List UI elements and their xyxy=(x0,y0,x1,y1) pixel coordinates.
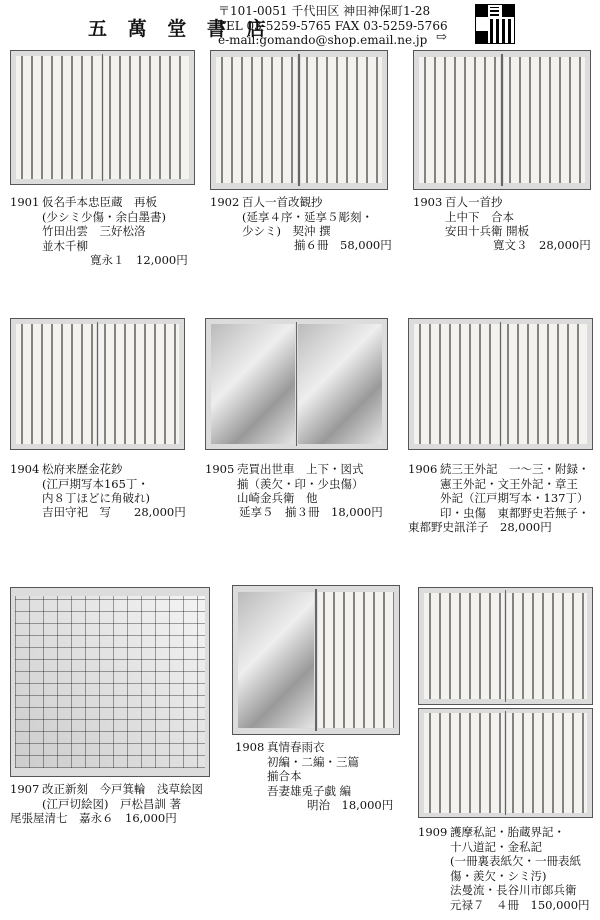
item-line: 真情春雨衣 xyxy=(267,740,325,754)
item-line: 続三王外記 一〜三・附録・ xyxy=(440,462,590,476)
book-page-left xyxy=(414,324,498,444)
contact-block xyxy=(218,4,448,48)
item-line: 松府来歴金花鈔 xyxy=(42,462,123,476)
item-line: (延享４序・延享５彫刻・ xyxy=(242,209,373,224)
book-spine xyxy=(298,54,300,187)
book-page-left xyxy=(16,56,100,178)
item-line: (江戸切絵図) 戸松昌訓 著 xyxy=(42,796,182,811)
book-page-left xyxy=(16,324,96,444)
item-photo-1909-top xyxy=(418,587,593,705)
item-line: 竹田出雲 三好松洛 xyxy=(42,224,146,238)
book-page-right xyxy=(502,324,586,444)
item-number: 1907 xyxy=(10,782,40,796)
item-price: 吉田守祀 写 28,000円 xyxy=(42,505,186,519)
item-caption-1903 xyxy=(413,195,593,260)
item-line: 並木千柳 xyxy=(42,238,88,253)
book-spine xyxy=(102,54,104,182)
item-line: 安田十兵衛 開板 xyxy=(445,224,530,238)
item-line: (少シミ少傷・余白墨書) xyxy=(42,209,166,224)
email-link[interactable]: e-mail:gomando@shop.email.ne.jp xyxy=(218,33,428,47)
book-spine xyxy=(501,54,503,187)
book-spine xyxy=(505,590,507,701)
item-number: 1906 xyxy=(408,462,438,476)
item-line: 少シミ) 契沖 撰 xyxy=(242,224,331,238)
item-number: 1903 xyxy=(413,195,443,209)
book-page-right xyxy=(99,324,179,444)
item-caption-1907 xyxy=(10,782,220,832)
item-line: 山崎金兵衛 他 xyxy=(237,491,318,505)
shop-name: 五 萬 堂 書 店 xyxy=(88,18,273,40)
item-photo-1905 xyxy=(205,318,388,450)
item-photo-1906 xyxy=(408,318,593,450)
book-page-left xyxy=(419,57,500,184)
book-page-right xyxy=(507,713,587,812)
illustration-page-left xyxy=(211,324,294,444)
arrow-right-icon: ⇨ xyxy=(436,30,447,45)
item-price: 明治 18,000円 xyxy=(307,798,394,812)
item-photo-1909-bottom xyxy=(418,708,593,818)
book-spine xyxy=(97,322,99,447)
item-caption-1906 xyxy=(408,462,596,537)
diagram-page-right xyxy=(507,593,587,700)
item-caption-1909 xyxy=(418,825,598,917)
item-line: 護摩私記・胎蔵界記・ xyxy=(450,825,565,839)
item-line: 印・虫傷 東都野史若無子・ xyxy=(440,505,590,520)
item-line: 法曼流・長谷川市郎兵衛 xyxy=(450,883,577,897)
item-line: 憲王外記・文王外記・章王 xyxy=(440,476,578,491)
address: 〒101-0051 千代田区 神田神保町1-28 xyxy=(218,4,431,18)
item-line: (江戸期写本165丁・ xyxy=(42,476,149,491)
item-number: 1909 xyxy=(418,825,448,839)
item-line: 上中下 合本 xyxy=(445,209,514,224)
item-line: 仮名手本忠臣蔵 再板 xyxy=(42,195,157,209)
item-number: 1901 xyxy=(10,195,40,209)
book-spine xyxy=(505,711,507,815)
book-spine xyxy=(500,322,502,447)
item-price: 尾張屋清七 嘉永６ 16,000円 xyxy=(10,811,177,825)
book-page-right xyxy=(301,57,382,184)
item-line: 吾妻雄兎子戯 編 xyxy=(267,783,352,798)
item-line: 外記（江戸期写本・137丁） xyxy=(440,491,589,505)
item-photo-1908 xyxy=(232,585,400,735)
item-line: 揃合本 xyxy=(267,769,302,783)
illustration-page-left xyxy=(238,592,314,728)
item-line: 内８丁ほどに角破れ) xyxy=(42,491,150,505)
qr-code-icon xyxy=(476,5,514,43)
item-caption-1905 xyxy=(205,462,400,522)
item-number: 1905 xyxy=(205,462,235,476)
item-price: 延享５ 揃３冊 18,000円 xyxy=(239,505,383,519)
item-number: 1904 xyxy=(10,462,40,476)
item-photo-1903 xyxy=(413,50,591,190)
item-number: 1902 xyxy=(210,195,240,209)
diagram-page-left xyxy=(424,593,504,700)
item-photo-1902 xyxy=(210,50,388,190)
item-caption-1902 xyxy=(210,195,400,260)
item-line: 百人一首改観抄 xyxy=(242,195,323,209)
item-caption-1901 xyxy=(10,195,200,270)
item-price: 寛文３ 28,000円 xyxy=(493,238,591,252)
item-line: 初編・二編・三篇 xyxy=(267,754,359,769)
book-page-right xyxy=(504,57,585,184)
item-photo-1904 xyxy=(10,318,185,450)
diagram-page-left xyxy=(424,713,504,812)
item-price: 東都野史訊洋子 28,000円 xyxy=(408,520,552,534)
illustration-page-right xyxy=(298,324,381,444)
book-spine xyxy=(296,322,298,447)
item-line: 改正新刻 今戸箕輪 浅草絵図 xyxy=(42,782,203,796)
item-photo-1907 xyxy=(10,587,210,777)
tel-fax: TEL 03-5259-5765 FAX 03-5259-5766 xyxy=(218,18,448,33)
item-caption-1908 xyxy=(235,740,405,815)
map-sheet xyxy=(15,596,205,769)
item-line: 揃（羨欠・印・少虫傷） xyxy=(237,476,364,491)
book-spine xyxy=(315,589,317,731)
item-line: 百人一首抄 xyxy=(445,195,503,209)
item-price: 元禄７ ４冊 150,000円 xyxy=(450,898,590,912)
item-photo-1901 xyxy=(10,50,195,185)
item-line: 十八道記・金私記 xyxy=(450,839,542,854)
item-number: 1908 xyxy=(235,740,265,754)
item-line: 売買出世車 上下・図式 xyxy=(237,462,364,476)
book-page-right xyxy=(104,56,188,178)
item-line: (一冊裏表紙欠・一冊表紙 xyxy=(450,854,581,868)
item-price: 揃６冊 58,000円 xyxy=(294,238,392,252)
book-page-right xyxy=(318,592,394,728)
item-line: 傷・羨欠・シミ汚) xyxy=(450,868,547,883)
item-caption-1904 xyxy=(10,462,200,522)
item-price: 寛永１ 12,000円 xyxy=(90,253,188,267)
book-page-left xyxy=(216,57,297,184)
